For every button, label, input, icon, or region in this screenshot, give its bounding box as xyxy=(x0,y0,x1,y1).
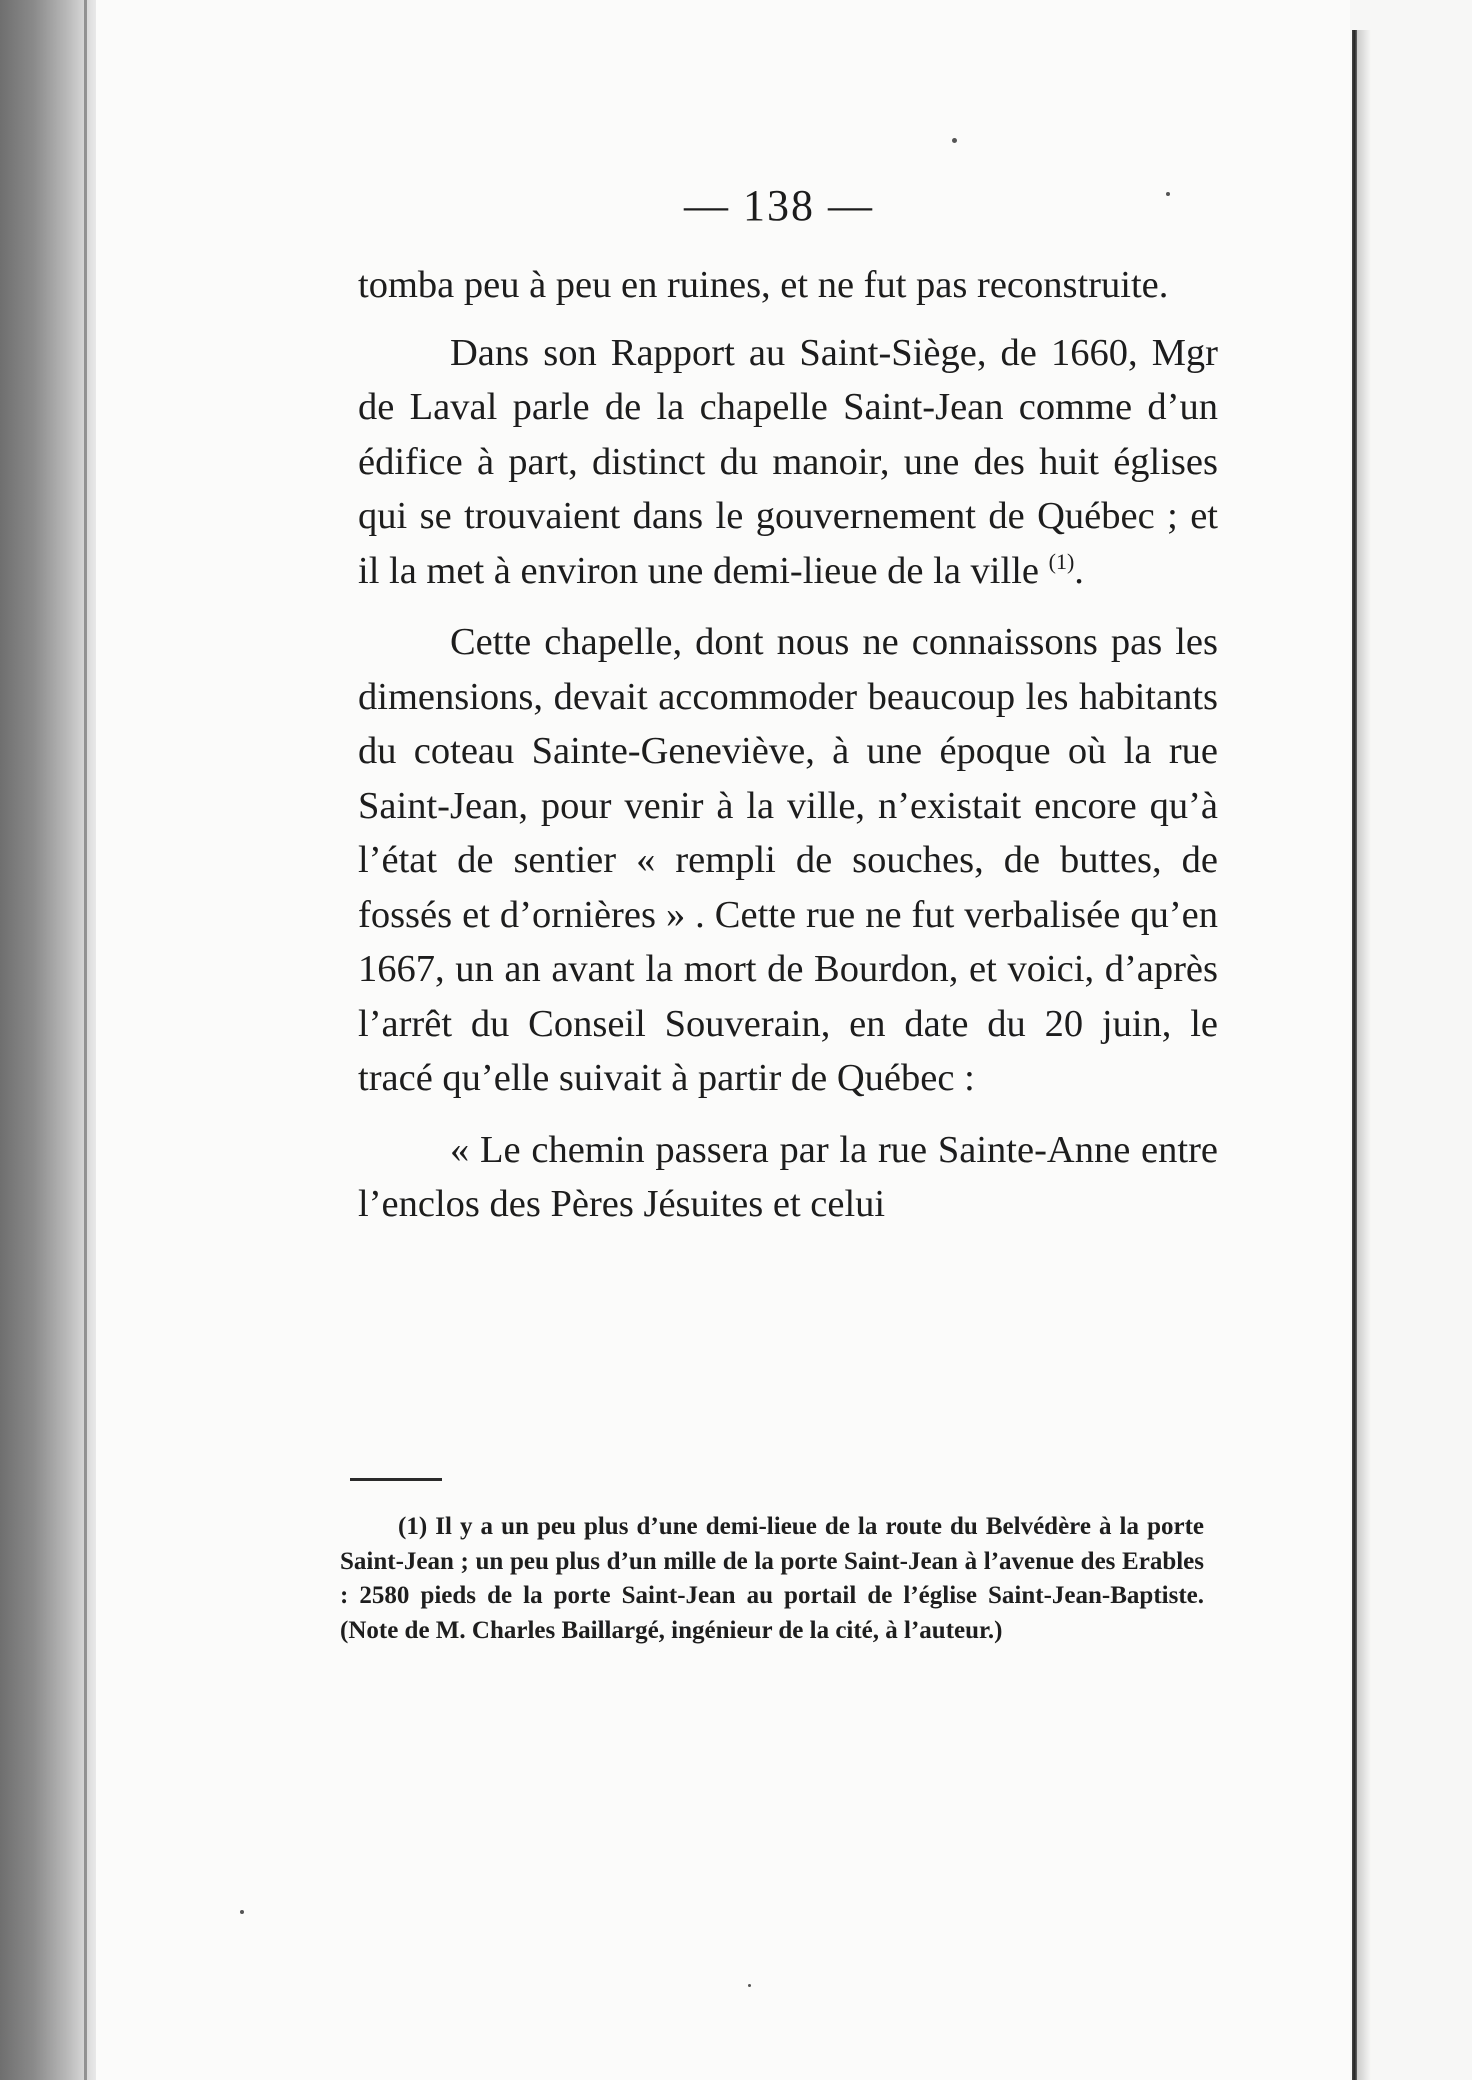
body-text xyxy=(358,258,1218,1232)
paragraph-4: « Le chemin passera par la rue Sainte-Anne entre l’enclos des Pères Jésuites et celui xyxy=(358,1128,1218,1225)
paragraph-2-text: Dans son Rapport au Saint-Siège, de 1660, Mgr de Laval parle de la chapelle Saint-Jean comme d’un édifice à part, distinct du manoir, une des huit églises qui se trouvaient dans le gouvernement de Québec ; et il la met à environ une demi-lieue de la ville xyxy=(358,331,1218,592)
footnote: (1) Il y a un peu plus d’une demi-lieue de la route du Belvédère à la porte Saint-Jean ; un peu plus d’un mille de la porte Saint-Jean à l’avenue des Erables : 2580 pieds de la porte Saint-Jean au portail de l’église Saint-Jean-Baptiste. (Note de M. Charles Baillargé, ingénieur de la cité, à l’auteur.) xyxy=(340,1513,1204,1644)
page-divider-shadow xyxy=(1357,30,1371,2080)
book-spine-line xyxy=(84,0,87,2080)
dust-speck xyxy=(952,138,957,143)
book-left-edge xyxy=(0,0,96,2080)
page-number: — 138 — xyxy=(684,181,874,230)
paragraph-1: tomba peu à peu en ruines, et ne fut pas reconstruite. xyxy=(358,264,1169,306)
dust-speck xyxy=(240,1910,244,1914)
paragraph-2 xyxy=(358,326,1218,599)
footnote-reference: (1) xyxy=(1048,548,1075,574)
paragraph-2-end: . xyxy=(1074,549,1084,592)
footnote-rule xyxy=(350,1478,442,1481)
paragraph-3: Cette chapelle, dont nous ne connaissons pas les dimensions, devait accommoder beaucoup les habitants du coteau Sainte-Geneviève, à une époque où la rue Saint-Jean, pour venir à la ville, n’existait encore qu’à l’état de sentier « rempli de souches, de buttes, de fossés et d’ornières » . Cette rue ne fut verbalisée qu’en 1667, un an avant la mort de Bourdon, et voici, d’après l’arrêt du Conseil Souverain, en date du 20 juin, le tracé qu’elle suivait à partir de Québec : xyxy=(358,621,1218,1099)
dust-speck xyxy=(748,1984,751,1987)
